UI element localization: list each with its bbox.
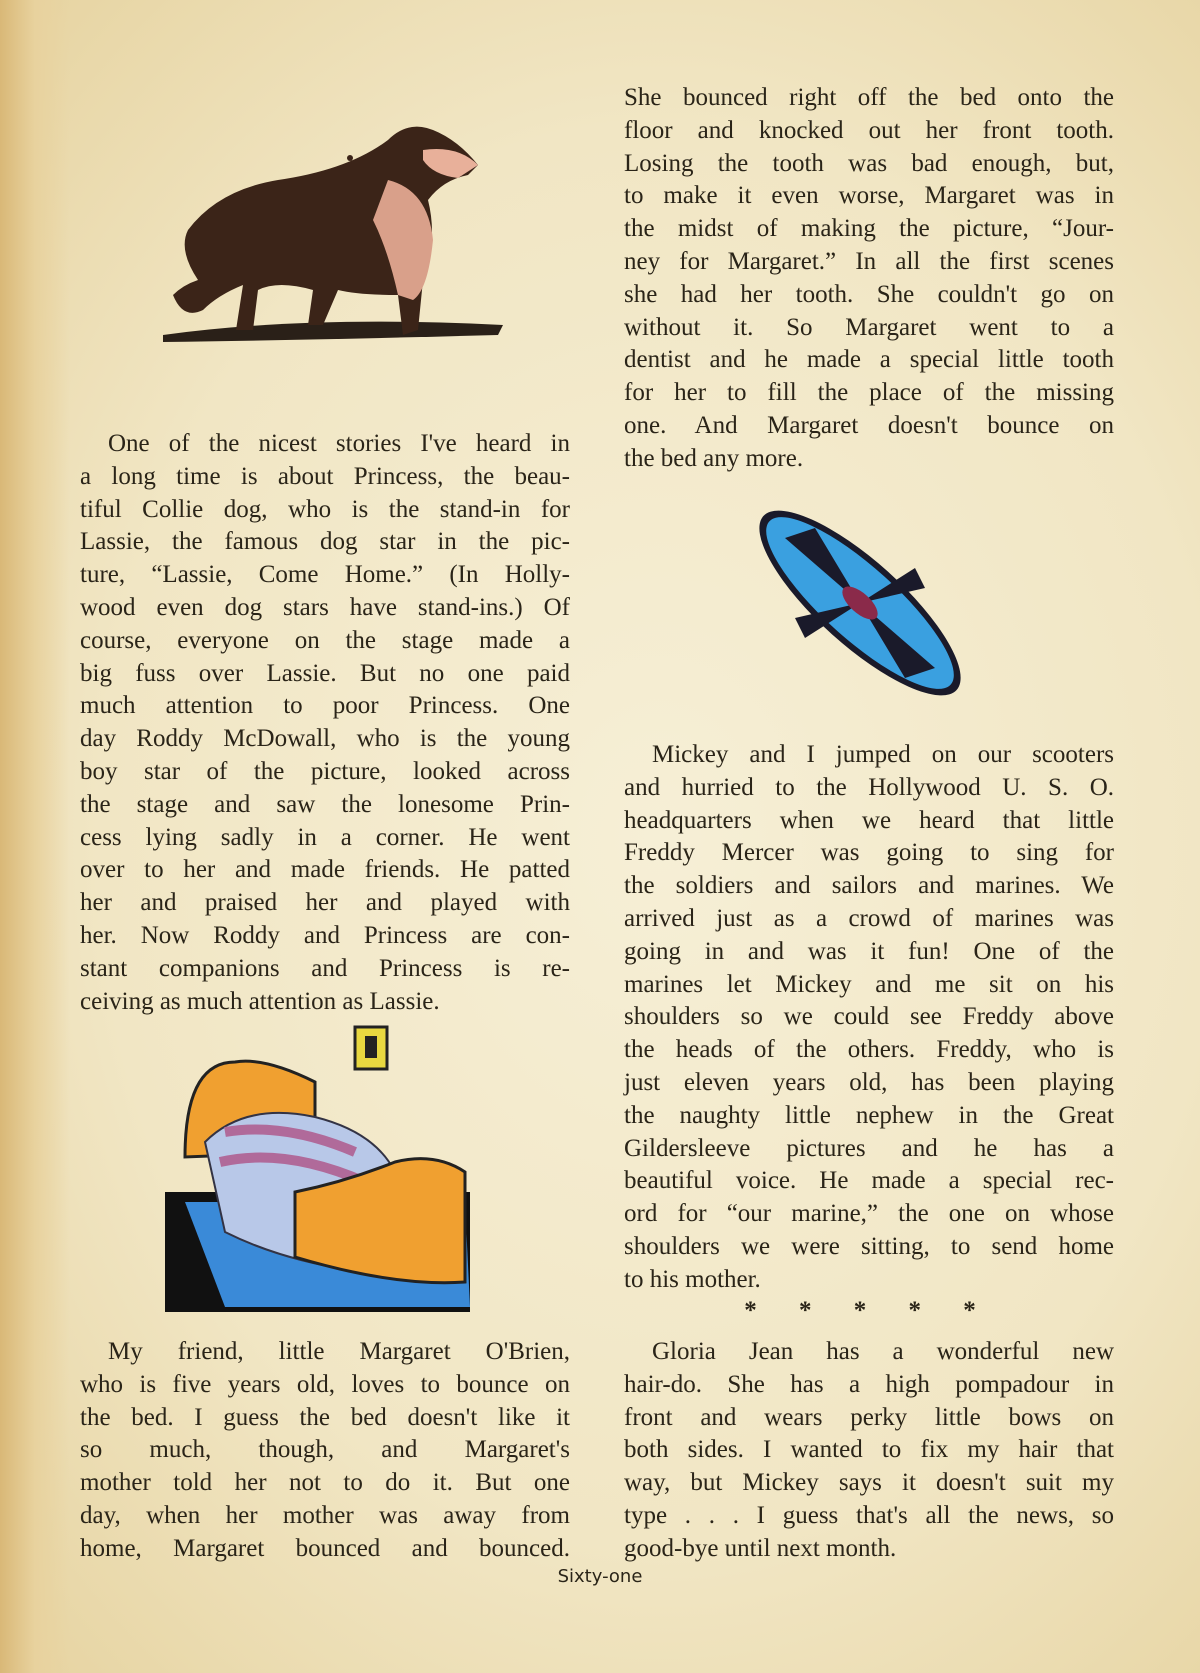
text-line: Gloria Jean has a wonderful new	[652, 1338, 1114, 1365]
text-line: home, Margaret bounced and bounced.	[80, 1534, 570, 1562]
text-line: just eleven years old, has been playing	[624, 1068, 1114, 1096]
text-line: stant companions and Princess is re-	[80, 954, 570, 982]
text-line: marines let Mickey and me sit on his	[624, 970, 1114, 998]
text-line: floor and knocked out her front tooth.	[624, 116, 1114, 144]
text-line: good-bye until next month.	[624, 1534, 897, 1562]
text-line: the naughty little nephew in the Great	[624, 1101, 1114, 1129]
text-line: Losing the tooth was bad enough, but,	[624, 149, 1114, 177]
text-line: Gildersleeve pictures and he has a	[624, 1134, 1114, 1162]
text-line: day Roddy McDowall, who is the young	[80, 725, 570, 753]
text-line: My friend, little Margaret O'Brien,	[108, 1338, 570, 1365]
text-line: going in and was it fun! One of the	[624, 937, 1114, 965]
page-number: Sixty-one	[557, 1566, 643, 1587]
text-line: way, but Mickey says it doesn't suit my	[624, 1469, 1114, 1497]
text-line: to make it even worse, Margaret was in	[624, 182, 1114, 210]
collie-dog-illustration	[158, 120, 533, 375]
text-line: a long time is about Princess, the beau-	[80, 462, 570, 490]
bed-illustration	[165, 1022, 475, 1317]
text-line: boy star of the picture, looked across	[80, 757, 570, 785]
text-line: wood even dog stars have stand-ins.) Of	[80, 593, 570, 621]
paragraph	[80, 428, 570, 1018]
text-line: one. And Margaret doesn't bounce on	[624, 411, 1114, 439]
text-line: big fuss over Lassie. But no one paid	[80, 659, 570, 687]
phonograph-record-illustration	[745, 498, 975, 713]
paragraph	[624, 82, 1114, 476]
text-line: tiful Collie dog, who is the stand-in for	[80, 495, 570, 523]
text-line: over to her and made friends. He patted	[80, 856, 570, 884]
paragraph	[80, 1336, 570, 1566]
text-line: the bed any more.	[624, 444, 804, 472]
text-line: for her to fill the place of the missing	[624, 379, 1114, 407]
text-line: type . . . I guess that's all the news, so	[624, 1501, 1114, 1529]
text-line: the heads of the others. Freddy, who is	[624, 1036, 1114, 1064]
text-line: she had her tooth. She couldn't go on	[624, 280, 1114, 308]
text-line: the soldiers and sailors and marines. We	[624, 872, 1114, 900]
text-line: without it. So Margaret went to a	[624, 313, 1114, 341]
text-line: the midst of making the picture, “Jour-	[624, 215, 1114, 243]
text-line: ture, “Lassie, Come Home.” (In Holly-	[80, 561, 570, 589]
text-line: so much, though, and Margaret's	[80, 1436, 570, 1464]
text-line: day, when her mother was away from	[80, 1501, 570, 1529]
asterisk-separator: * * * * *	[744, 1297, 994, 1324]
paragraph	[624, 739, 1114, 1297]
text-line: mother told her not to do it. But one	[80, 1469, 570, 1497]
text-line: ceiving as much attention as Lassie.	[80, 987, 440, 1015]
text-line: to his mother.	[624, 1265, 761, 1293]
page-edge-stain	[0, 0, 70, 1673]
text-line: the stage and saw the lonesome Prin-	[80, 790, 570, 818]
text-line: and hurried to the Hollywood U. S. O.	[624, 773, 1114, 801]
text-line: front and wears perky little bows on	[624, 1403, 1114, 1431]
text-line: headquarters when we heard that little	[624, 806, 1114, 834]
text-line: dentist and he made a special little tooth	[624, 346, 1114, 374]
paragraph	[624, 1336, 1114, 1566]
text-line: hair-do. She has a high pompadour in	[624, 1370, 1114, 1398]
text-line: the bed. I guess the bed doesn't like it	[80, 1403, 570, 1431]
text-line: her and praised her and played with	[80, 889, 570, 917]
text-line: shoulders we were sitting, to send home	[624, 1232, 1114, 1260]
text-line: Lassie, the famous dog star in the pic-	[80, 528, 570, 556]
section-separator	[624, 1295, 1114, 1328]
text-line: both sides. I wanted to fix my hair that	[624, 1436, 1114, 1464]
text-line: ney for Margaret.” In all the first scenes	[624, 247, 1114, 275]
text-line: arrived just as a crowd of marines was	[624, 904, 1114, 932]
text-line: shoulders so we could see Freddy above	[624, 1003, 1114, 1031]
text-line: ord for “our marine,” the one on whose	[624, 1200, 1114, 1228]
text-line: cess lying sadly in a corner. He went	[80, 823, 570, 851]
text-line: Mickey and I jumped on our scooters	[652, 741, 1114, 768]
text-line: who is five years old, loves to bounce on	[80, 1370, 570, 1398]
text-line: Freddy Mercer was going to sing for	[624, 839, 1114, 867]
text-line: course, everyone on the stage made a	[80, 626, 570, 654]
text-line: much attention to poor Princess. One	[80, 692, 570, 720]
text-line: her. Now Roddy and Princess are con-	[80, 921, 570, 949]
text-line: One of the nicest stories I've heard in	[108, 430, 570, 457]
text-line: beautiful voice. He made a special rec-	[624, 1167, 1114, 1195]
text-line: She bounced right off the bed onto the	[624, 84, 1114, 111]
